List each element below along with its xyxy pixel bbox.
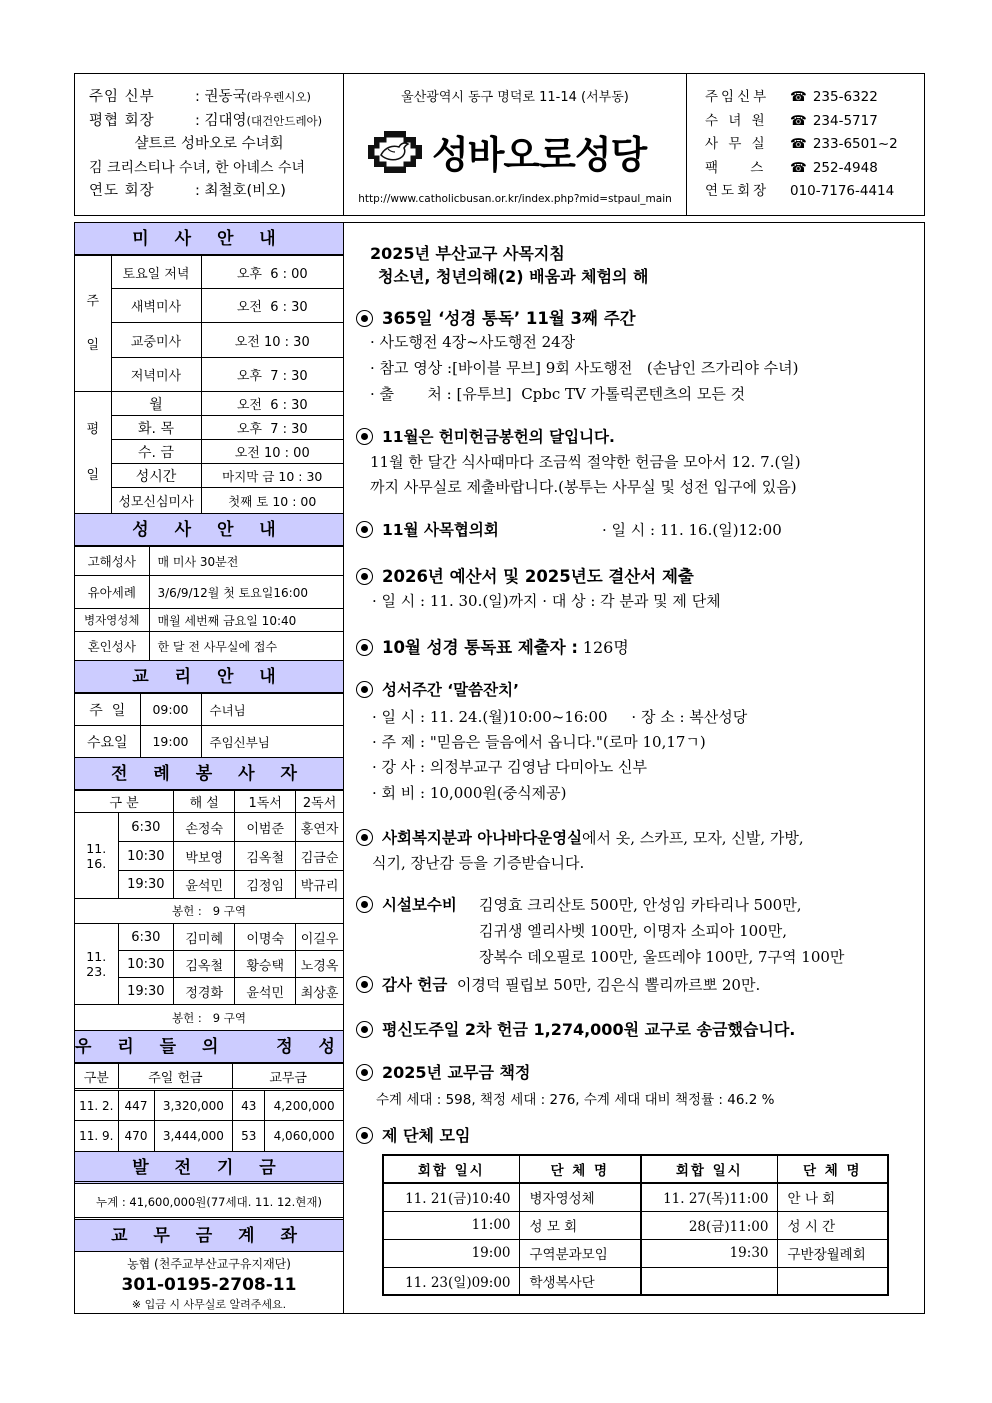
bullet-icon	[356, 1064, 373, 1081]
contact-row: 팩 스 ☎ 252-4948	[705, 157, 924, 181]
phone-icon: ☎	[790, 136, 807, 152]
laity-sunday: 평신도주일 2차 헌금 1,274,000원 교구로 송금했습니다.	[356, 1017, 795, 1040]
bullet-icon	[356, 1127, 373, 1144]
bible-week: 성서주간 ‘말씀잔치’	[356, 678, 519, 700]
meeting-row: 11:00 성 모 회 28(금)11:00 성 시 간	[383, 1211, 888, 1239]
bullet-icon	[356, 1021, 373, 1038]
contact-row: 수 녀 원 ☎ 234-5717	[705, 110, 924, 134]
donation-notice: 사회복지분과 아나바다운영실에서 옷, 스카프, 모자, 신발, 가방,	[356, 826, 804, 848]
thanks-offering: 감사 헌금 이경덕 필립보 50만, 김은식 뽈리까르뽀 20만.	[356, 973, 760, 995]
church-url[interactable]: http://www.catholicbusan.or.kr/index.php?mid=stpaul_main	[358, 193, 672, 205]
bullet-icon	[356, 829, 373, 846]
account-bank: 농협 (천주교부산교구유지재단)	[127, 1257, 291, 1271]
bible-reading: 365일 ‘성경 통독’ 11월 3째 주간	[356, 305, 636, 329]
bullet-icon	[356, 976, 373, 993]
sacraments-table: 고해성사 매 미사 30분전 유아세례 3/6/9/12월 첫 토요일16:00 병자영성체 매월 세번째 금요일 10:40 혼인성사 한 달 전 사무실에 접수	[75, 546, 343, 661]
contact-row: 사 무 실 ☎ 233-6501~2	[705, 133, 924, 157]
bulletin-body	[74, 222, 925, 1314]
announcements: 2025년 부산교구 사목지침 청소년, 청년의해(2) 배움과 체험의 해 365일 ‘성경 통독’ 11월 3째 주간 · 사도행전 4장~사도행전 24장 · 참고 영상 :[바이블 무브] 9회 사도행전 (손남인 즈가리야 수녀) · 출 처 : [유투브] Cpbc TV 가톨릭콘텐츠의 모든 것 11월은 헌미헌금봉헌의 달입니다. 11월 한 달간 식사때마다 조금씩 절약한 헌금을 모아서 12. 7.(일) 까지 사무실로 제출바랍니다.(봉투는 사무실 및 성전 입구에 있음) 11월 사목협의회 · 일 시 : 11. 16.(일)12:00 2026년 예산서 및 2025년도 결산서 제출 · 일 시 : 11. 30.(일)까지 · 대 상 : 각 분과 및 제 단체 10월 성경 통독표 제출자 : 126명 성서주간 ‘말씀잔치’ · 일 시 : 11. 24.(월)10:00~16:00 · 장 소 : 복산성당 · 주 제 : "믿음은 들음에서 옵니다."(로마 10,17ㄱ) · 강 사 : 의정부교구 김영남 다미아노 신부 · 회 비 : 10,000원(중식제공) 사회복지분과 아나바다운영실에서 옷, 스카프, 모자, 신발, 가방, 식기, 장난감 등을 기증받습니다. 시설보수비 김영효 크리산토 500만, 안성임 카타리나 500만, 김귀생 엘리사벳 100만, 이명자 소피아 100만, 장복수 데오필로 100만, 울뜨레야 100만, 7구역 100만 감사 헌금 이경덕 필립보 50만, 김은식 뽈리까르뽀 20만. 평신도주일 2차 헌금 1,274,000원 교구로 송금했습니다. 2025년 교무금 책정 수계 세대 : 598, 책정 세대 : 276, 수계 세대 대비 책정률 : 46.2 % 제 단체 모임 회합 일시 단 체 명 회합 일시 단 체 명 11. 21(금)10:40 병자영성체 11. 27(목)11:00 안 나 회 11:00 성 모 회 28(금)11:00 성 시 간 19:00 구역분과모임 19:30 구반장월례회 11. 23(일)09:00 학생복사단	[344, 223, 924, 1313]
offerings-table: 구분 주일 헌금 교무금 11. 2. 447 3,320,000 43 4,200,000 11. 9. 470 3,444,000 53 4,060,000	[75, 1063, 343, 1152]
clergy-info	[75, 74, 344, 215]
bullet-icon	[356, 568, 373, 585]
pastoral-council: 11월 사목협의회	[356, 518, 499, 540]
account-note: ※ 입금 시 사무실로 알려주세요.	[131, 1298, 287, 1311]
phone-icon: ☎	[790, 89, 807, 105]
offerings-title: 우 리 들 의 정 성	[75, 1031, 343, 1063]
pastor-line: 주임 신부 : 권동국(라우렌시오)	[89, 89, 312, 105]
bullet-icon	[356, 681, 373, 698]
gratitude-month: 11월은 헌미헌금봉헌의 달입니다.	[356, 425, 615, 447]
bullet-icon	[356, 639, 373, 656]
catechism-table: 주 일 09:00 수녀님 수요일 19:00 주임신부님	[75, 693, 343, 758]
theme-line1: 2025년 부산교구 사목지침	[370, 244, 565, 263]
group-meetings: 제 단체 모임	[356, 1123, 470, 1146]
weekday-label: 평 일	[75, 392, 111, 514]
bullet-icon	[356, 428, 373, 445]
development-total: 누계 : 41,600,000원(77세대. 11. 12.현재)	[75, 1184, 343, 1220]
church-address: 울산광역시 동구 명덕로 11-14 (서부동)	[401, 90, 629, 105]
catechism-title: 교 리 안 내	[75, 661, 343, 693]
phone-icon: ☎	[790, 159, 807, 176]
bible-submitters: 10월 성경 통독표 제출자 : 126명	[356, 634, 629, 658]
bulletin-header	[74, 73, 925, 216]
bullet-icon	[356, 310, 373, 327]
sisters-names: 김 크리스티나 수녀, 한 아녜스 수녀	[89, 159, 306, 176]
account-title: 교 무 금 계 좌	[75, 1220, 343, 1252]
bullet-icon	[356, 896, 373, 913]
liturgy-table: 구 분 해 설 1독서 2독서 11. 16. 6:30 손정숙 이범준 홍연자 10:30 박보영 김옥철 김금순 19:30 윤석민 김정임 박규리 봉헌 : 9 구역 11. 23. 6:30 김미혜 이명숙 이길우 10:30 김옥철 황승택 노경옥 19:30 정경화 윤석민 최상훈 봉헌 : 9 구역	[75, 790, 343, 1031]
church-name: 성바오로성당	[432, 133, 647, 177]
contact-row: 주임신부 ☎ 235-6322	[705, 86, 924, 110]
bullet-icon	[356, 521, 373, 538]
mass-table: 주 일 토요일 저녁 오후 6 : 00 새벽미사 오전 6 : 30 교중미사 오전 10 : 30 저녁미사 오후 7 : 30 평 일 월 오전 6 : 30 화. 목 오후 7 : 30 수. 금 오전 10 : 00 성시간 마지막 금 10 : 30 성모신심미사 첫째 토 10 : 00	[75, 255, 343, 514]
meeting-row: 11. 23(일)09:00 학생복사단	[383, 1267, 888, 1295]
dues-2025: 2025년 교무금 책정	[356, 1060, 530, 1083]
account-number: 301-0195-2708-11	[121, 1275, 297, 1295]
sidebar	[75, 223, 344, 1313]
dove-cross-logo-icon	[366, 129, 424, 175]
contact-list	[687, 74, 924, 215]
development-title: 발 전 기 금	[75, 1152, 343, 1184]
sisters-title: 샬트르 성바오로 수녀회	[134, 136, 284, 152]
meeting-row: 19:00 구역분과모임 19:30 구반장월례회	[383, 1239, 888, 1267]
account-box	[75, 1252, 343, 1313]
district-line: 연도 회장 : 최철호(비오)	[89, 183, 286, 199]
mass-title: 미 사 안 내	[75, 223, 343, 255]
contact-row: 연도회장 010-7176-4414	[705, 183, 895, 199]
budget-submission: 2026년 예산서 및 2025년도 결산서 제출	[356, 563, 694, 587]
sunday-label: 주 일	[75, 256, 111, 392]
meeting-row: 11. 21(금)10:40 병자영성체 11. 27(목)11:00 안 나 회	[383, 1183, 888, 1211]
liturgy-title: 전 례 봉 사 자	[75, 758, 343, 790]
church-logo	[366, 124, 646, 179]
facility-repair: 시설보수비	[356, 893, 457, 915]
church-identity	[344, 74, 687, 215]
theme-line2: 청소년, 청년의해(2) 배움과 체험의 해	[378, 267, 649, 286]
council-line: 평협 회장 : 김대영(대건안드레아)	[89, 112, 323, 129]
sacraments-title: 성 사 안 내	[75, 514, 343, 546]
meetings-table: 회합 일시 단 체 명 회합 일시 단 체 명 11. 21(금)10:40 병자영성체 11. 27(목)11:00 안 나 회 11:00 성 모 회 28(금)11:00 성 시 간 19:00 구역분과모임 19:30 구반장월례회 11. 23(일)09:00 학생복사단	[382, 1154, 889, 1296]
phone-icon: ☎	[790, 112, 807, 129]
